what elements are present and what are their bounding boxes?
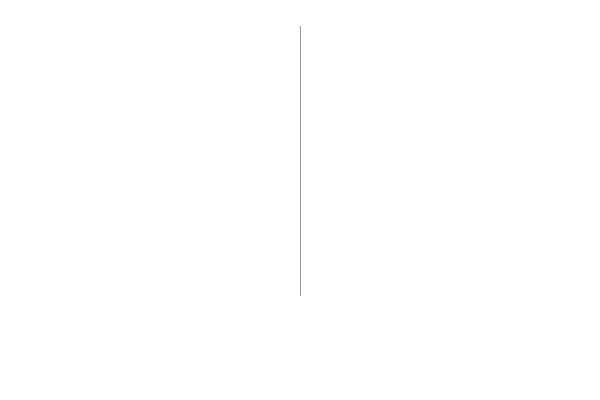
- toc-table-left: [24, 328, 274, 394]
- column-divider: [300, 26, 301, 296]
- toc-table-right: [326, 328, 576, 394]
- errata-table-right: [312, 30, 582, 298]
- errata-table-left: [18, 30, 296, 298]
